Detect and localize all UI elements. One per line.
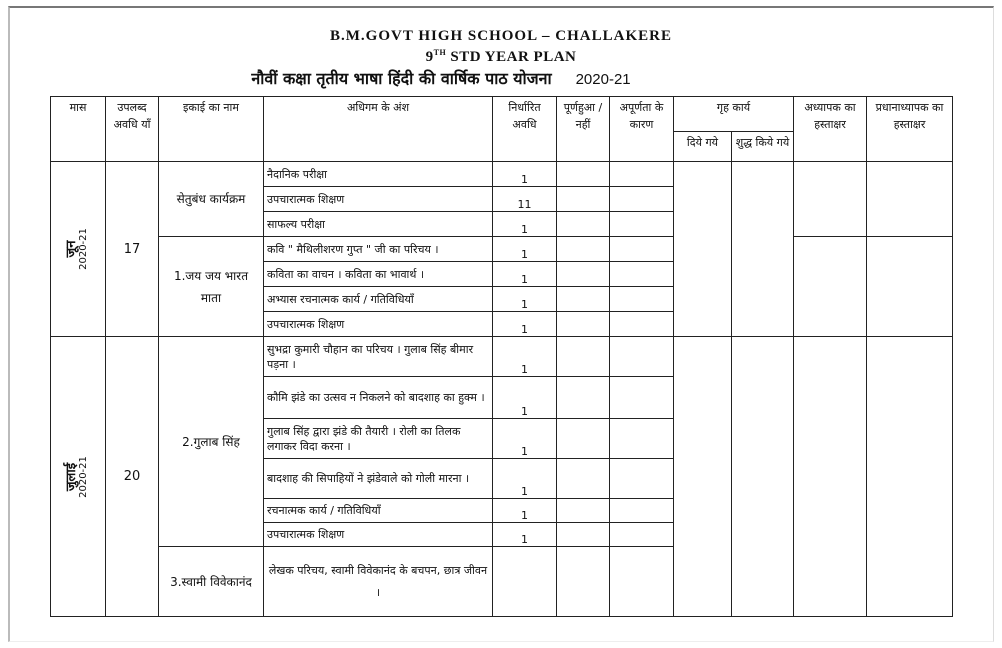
homework-corrected-cell[interactable] — [732, 162, 794, 337]
topic-cell: सुभद्रा कुमारी चौहान का परिचय । गुलाब सिंह बीमार पड़ना । — [264, 337, 493, 377]
topic-cell: लेखक परिचय, स्वामी विवेकानंद के बचपन, छात्र जीवन । — [264, 547, 493, 617]
completed-cell[interactable] — [557, 162, 610, 187]
topic-periods: 1 — [493, 162, 557, 187]
unit-name: 1.जय जय भारत माता — [159, 237, 264, 337]
col-incomplete-reasons: अपूर्णता के कारण — [610, 97, 674, 162]
month-cell — [51, 162, 106, 337]
topic-periods: 11 — [493, 187, 557, 212]
completed-cell[interactable] — [557, 237, 610, 262]
unit-name: सेतुबंध कार्यक्रम — [159, 162, 264, 237]
unit-name: 3.स्वामी विवेकानंद — [159, 547, 264, 617]
reason-cell[interactable] — [610, 287, 674, 312]
col-available-periods: उपलब्द अवधि याँ — [106, 97, 159, 162]
completed-cell[interactable] — [557, 377, 610, 419]
completed-cell[interactable] — [557, 337, 610, 377]
homework-given-cell[interactable] — [674, 162, 732, 337]
topic-cell: रचनात्मक कार्य / गतिविधियाँ — [264, 499, 493, 523]
col-homework: गृह कार्य — [674, 97, 794, 132]
school-name: B.M.GOVT HIGH SCHOOL – CHALLAKERE — [330, 28, 672, 44]
table-row — [51, 237, 953, 262]
header-row — [51, 97, 953, 132]
plan-heading — [0, 67, 942, 89]
topic-periods: 1 — [493, 419, 557, 459]
completed-cell[interactable] — [557, 287, 610, 312]
topic-periods: 1 — [493, 377, 557, 419]
topic-cell: गुलाब सिंह द्वारा झंडे की तैयारी । रोली का तिलक लगाकर विदा करना । — [264, 419, 493, 459]
topic-cell: कवि " मैथिलीशरण गुप्त " जी का परिचय । — [264, 237, 493, 262]
topic-periods: 1 — [493, 523, 557, 547]
std-title: STD YEAR PLAN — [446, 49, 577, 65]
reason-cell[interactable] — [610, 523, 674, 547]
topic-periods: 1 — [493, 312, 557, 337]
topic-cell: उपचारात्मक शिक्षण — [264, 312, 493, 337]
topic-periods: 1 — [493, 287, 557, 312]
col-month: मास — [51, 97, 106, 162]
reason-cell[interactable] — [610, 162, 674, 187]
topic-cell: कविता का वाचन । कविता का भावार्थ । — [264, 262, 493, 287]
col-completed: पूर्णहुआ / नहीं — [557, 97, 610, 162]
teacher-signature-cell[interactable] — [794, 162, 867, 237]
completed-cell[interactable] — [557, 212, 610, 237]
reason-cell[interactable] — [610, 459, 674, 499]
col-learning-parts: अधिगम के अंश — [264, 97, 493, 162]
completed-cell[interactable] — [557, 499, 610, 523]
std-suffix: TH — [433, 48, 447, 57]
std-number: 9 — [425, 49, 434, 65]
month-year: 2020-21 — [77, 455, 89, 498]
topic-periods: 1 — [493, 337, 557, 377]
col-headmaster-signature: प्रधानाध्यापक का हस्ताक्षर — [867, 97, 953, 162]
completed-cell[interactable] — [557, 459, 610, 499]
headmaster-signature-cell[interactable] — [867, 162, 953, 237]
topic-cell: साफल्य परीक्षा — [264, 212, 493, 237]
table-row — [51, 337, 953, 377]
reason-cell[interactable] — [610, 337, 674, 377]
topic-cell: उपचारात्मक शिक्षण — [264, 187, 493, 212]
table-row — [51, 162, 953, 187]
month-periods: 20 — [106, 337, 159, 617]
completed-cell[interactable] — [557, 187, 610, 212]
col-unit-name: इकाई का नाम — [159, 97, 264, 162]
homework-corrected-cell[interactable] — [732, 337, 794, 617]
reason-cell[interactable] — [610, 212, 674, 237]
col-homework-given: दिये गये — [674, 132, 732, 162]
reason-cell[interactable] — [610, 419, 674, 459]
completed-cell[interactable] — [557, 419, 610, 459]
col-homework-corrected: शुद्ध किये गये — [732, 132, 794, 162]
completed-cell[interactable] — [557, 523, 610, 547]
month-name: जुलाई — [63, 462, 79, 491]
reason-cell[interactable] — [610, 262, 674, 287]
topic-periods: 1 — [493, 237, 557, 262]
teacher-signature-cell[interactable] — [794, 337, 867, 617]
topic-periods: 1 — [493, 459, 557, 499]
reason-cell[interactable] — [610, 377, 674, 419]
homework-given-cell[interactable] — [674, 337, 732, 617]
col-allotted-periods: निर्धारित अवधि — [493, 97, 557, 162]
unit-name: 2.गुलाब सिंह — [159, 337, 264, 547]
topic-periods: 1 — [493, 499, 557, 523]
month-year: 2020-21 — [77, 228, 89, 270]
col-teacher-signature: अध्यापक का हस्ताक्षर — [794, 97, 867, 162]
month-name: जून — [63, 240, 79, 258]
std-year-plan — [0, 48, 1002, 66]
reason-cell[interactable] — [610, 499, 674, 523]
topic-cell: नैदानिक परीक्षा — [264, 162, 493, 187]
reason-cell[interactable] — [610, 237, 674, 262]
topic-periods — [493, 547, 557, 617]
month-cell — [51, 337, 106, 617]
reason-cell[interactable] — [610, 187, 674, 212]
teacher-signature-cell[interactable] — [794, 237, 867, 337]
topic-cell: उपचारात्मक शिक्षण — [264, 523, 493, 547]
topic-periods: 1 — [493, 212, 557, 237]
completed-cell[interactable] — [557, 312, 610, 337]
reason-cell[interactable] — [610, 312, 674, 337]
year-plan-table — [50, 96, 953, 617]
headmaster-signature-cell[interactable] — [867, 237, 953, 337]
completed-cell[interactable] — [557, 262, 610, 287]
topic-cell: अभ्यास रचनात्मक कार्य / गतिविधियाँ — [264, 287, 493, 312]
topic-cell: बादशाह की सिपाहियों ने झंडेवाले को गोली मारना । — [264, 459, 493, 499]
plan-title: नौवीं कक्षा तृतीय भाषा हिंदी की वार्षिक पाठ योजना — [251, 69, 552, 88]
topic-cell: कौमि झंडे का उत्सव न निकलने को बादशाह का हुक्म । — [264, 377, 493, 419]
plan-year: 2020-21 — [575, 71, 631, 88]
completed-cell[interactable] — [557, 547, 610, 617]
month-periods: 17 — [106, 162, 159, 337]
reason-cell[interactable] — [610, 547, 674, 617]
headmaster-signature-cell[interactable] — [867, 337, 953, 617]
topic-periods: 1 — [493, 262, 557, 287]
